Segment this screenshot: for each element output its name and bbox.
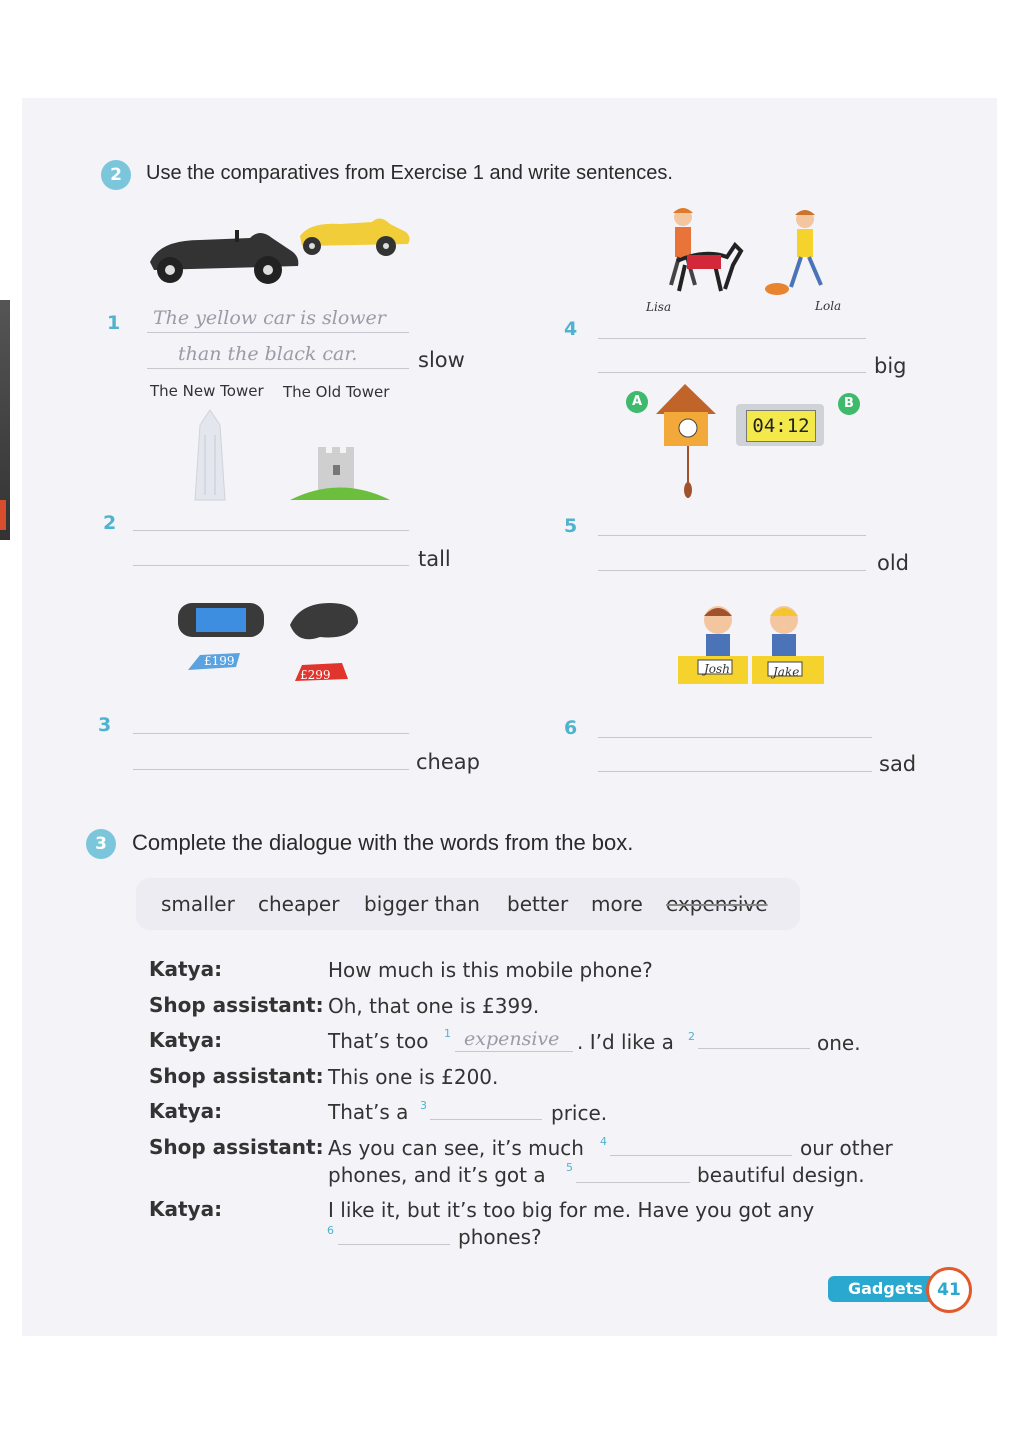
- dialogue-line-3a: That’s too: [328, 1029, 429, 1053]
- item-3-cue: cheap: [416, 750, 480, 774]
- item-1-answer-line2: than the black car.: [178, 343, 358, 365]
- caption-new-tower: The New Tower: [150, 382, 264, 400]
- item-1-line-b[interactable]: [147, 368, 409, 369]
- item-4-number: 4: [564, 318, 578, 340]
- word-4: better: [507, 892, 569, 916]
- item-5-cue: old: [877, 551, 910, 575]
- speaker-1: Katya:: [149, 957, 223, 981]
- item-2-line-a[interactable]: [133, 530, 409, 531]
- boys-illustration: [676, 600, 826, 688]
- caption-old-tower: The Old Tower: [283, 383, 390, 401]
- dialogue-line-3c: one.: [817, 1031, 861, 1055]
- gap-2-number: 2: [688, 1030, 695, 1043]
- speaker-4: Shop assistant:: [149, 1064, 324, 1088]
- page-number: 41: [926, 1267, 972, 1313]
- dialogue-line-1: How much is this mobile phone?: [328, 958, 653, 982]
- speaker-5: Katya:: [149, 1099, 223, 1123]
- dialogue-line-7b: phones?: [458, 1225, 542, 1249]
- item-1-cue: slow: [418, 348, 465, 372]
- cars-illustration: [140, 210, 420, 295]
- item-4-line-b[interactable]: [598, 372, 866, 373]
- item-1-line-a[interactable]: [147, 332, 409, 333]
- item-3-line-a[interactable]: [133, 733, 409, 734]
- new-tower-icon: [195, 410, 225, 500]
- dialogue-line-6a: As you can see, it’s much: [328, 1136, 584, 1160]
- dialogue-line-3b: . I’d like a: [577, 1030, 674, 1054]
- dialogue-line-5a: That’s a: [328, 1100, 409, 1124]
- speaker-3: Katya:: [149, 1028, 223, 1052]
- item-5-line-b[interactable]: [598, 570, 866, 571]
- item-3-number: 3: [98, 714, 112, 736]
- word-5: more: [591, 892, 643, 916]
- gap-3-number: 3: [420, 1099, 427, 1112]
- speaker-2: Shop assistant:: [149, 993, 324, 1017]
- gap-6-number: 6: [327, 1224, 334, 1237]
- price-tag-1: £199: [204, 654, 235, 668]
- word-6: expensive: [666, 892, 768, 916]
- dialogue-line-5b: price.: [551, 1101, 608, 1125]
- girl-lola-icon: [791, 210, 821, 287]
- exercise-2-title: Use the comparatives from Exercise 1 and write sentences.: [146, 162, 673, 184]
- item-4-line-a[interactable]: [598, 338, 866, 339]
- digital-clock-time: 04:12: [746, 410, 816, 442]
- cuckoo-clock-icon: [652, 378, 722, 503]
- item-3-line-b[interactable]: [133, 769, 409, 770]
- label-b: B: [838, 393, 860, 415]
- exercise-3-number: 3: [86, 829, 116, 859]
- gap-4-line[interactable]: [610, 1155, 792, 1156]
- dialogue-line-7a: I like it, but it’s too big for me. Have you got any: [328, 1198, 815, 1222]
- yellow-car-icon: [300, 218, 410, 256]
- word-2: cheaper: [258, 892, 340, 916]
- item-5-number: 5: [564, 515, 578, 537]
- item-4-cue: big: [874, 354, 907, 378]
- label-a: A: [626, 391, 648, 413]
- item-2-cue: tall: [418, 547, 451, 571]
- item-6-number: 6: [564, 717, 578, 739]
- small-dog-icon: [765, 283, 789, 295]
- name-lola: Lola: [815, 299, 842, 313]
- gap-5-line[interactable]: [576, 1182, 690, 1183]
- speaker-7: Katya:: [149, 1197, 223, 1221]
- item-2-line-b[interactable]: [133, 565, 409, 566]
- exercise-2-number: 2: [101, 160, 131, 190]
- gap-1-line[interactable]: [455, 1051, 573, 1052]
- name-lisa: Lisa: [646, 300, 672, 314]
- gap-3-line[interactable]: [430, 1119, 542, 1120]
- name-josh: Josh: [704, 662, 730, 676]
- girls-dogs-illustration: [645, 205, 855, 300]
- dialogue-line-6b: our other: [800, 1136, 893, 1160]
- gap-1-answer: expensive: [464, 1028, 560, 1050]
- gap-6-line[interactable]: [338, 1244, 450, 1245]
- exercise-3-title: Complete the dialogue with the words from the box.: [132, 830, 634, 855]
- black-car-icon: [150, 230, 298, 284]
- consoles-illustration: [170, 595, 380, 690]
- dialogue-line-6d: beautiful design.: [697, 1163, 865, 1187]
- price-tag-2: £299: [300, 668, 331, 682]
- item-6-cue: sad: [879, 752, 917, 776]
- old-tower-icon: [290, 447, 390, 500]
- item-5-line-a[interactable]: [598, 535, 866, 536]
- item-1-number: 1: [107, 312, 121, 334]
- towers-illustration: [150, 405, 400, 505]
- item-6-line-b[interactable]: [598, 771, 872, 772]
- spine-marker: [0, 500, 6, 530]
- speaker-6: Shop assistant:: [149, 1135, 324, 1159]
- dialogue-line-2: Oh, that one is £399.: [328, 994, 540, 1018]
- word-1: smaller: [161, 892, 235, 916]
- word-3: bigger than: [364, 892, 480, 916]
- gap-2-line[interactable]: [698, 1048, 810, 1049]
- section-badge: Gadgets: [828, 1276, 938, 1302]
- dialogue-line-4: This one is £200.: [328, 1065, 499, 1089]
- gap-5-number: 5: [566, 1161, 573, 1174]
- dialogue-line-6c: phones, and it’s got a: [328, 1163, 546, 1187]
- item-1-answer-line1: The yellow car is slower: [153, 307, 386, 329]
- name-jake: Jake: [773, 665, 800, 679]
- gap-4-number: 4: [600, 1135, 607, 1148]
- gap-1-number: 1: [444, 1027, 451, 1040]
- item-2-number: 2: [103, 512, 117, 534]
- item-6-line-a[interactable]: [598, 737, 872, 738]
